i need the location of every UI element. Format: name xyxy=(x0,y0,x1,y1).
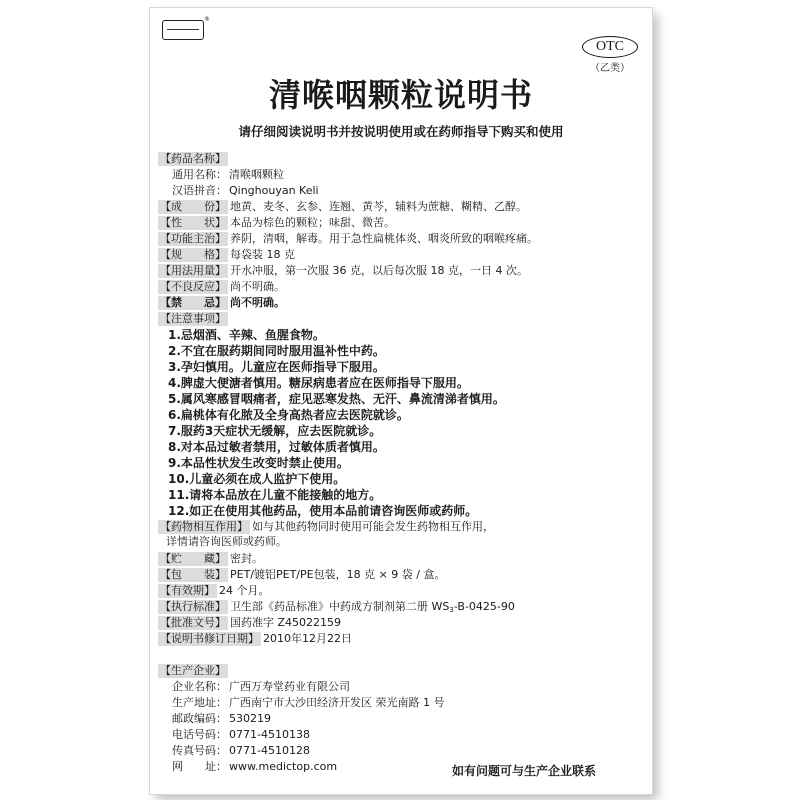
standard-row xyxy=(158,600,515,617)
manufacturer-field-label: 网 址： xyxy=(172,760,227,773)
field-label: 【功能主治】 xyxy=(160,232,226,245)
manufacturer-field-label: 电话号码： xyxy=(172,728,227,741)
field-label: 【性 状】 xyxy=(160,216,226,229)
field-value: 2010年12月22日 xyxy=(263,632,352,645)
field-value: 尚不明确。 xyxy=(230,296,285,309)
field-value: 国药准字 Z45022159 xyxy=(230,616,342,629)
field-row xyxy=(158,616,341,630)
pinyin-label: 汉语拼音： xyxy=(172,184,227,197)
precaution-item: 8.对本品过敏者禁用，过敏体质者慎用。 xyxy=(168,440,385,454)
registered-mark: ® xyxy=(204,16,210,23)
precaution-item: 1.忌烟酒、辛辣、鱼腥食物。 xyxy=(168,328,325,342)
precaution-item: 2.不宜在服药期间同时服用温补性中药。 xyxy=(168,344,385,358)
precaution-item: 3.孕妇慎用。儿童应在医师指导下服用。 xyxy=(168,360,385,374)
precaution-item: 4.脾虚大便溏者慎用。糖尿病患者应在医师指导下服用。 xyxy=(168,376,469,390)
common-name-row xyxy=(172,168,284,182)
manufacturer-field-value: 广西南宁市大沙田经济开发区 荣光南路 1 号 xyxy=(229,696,445,709)
field-value: 每袋装 18 克 xyxy=(230,248,295,261)
interaction-row xyxy=(158,520,494,534)
otc-category: （乙类） xyxy=(590,63,630,74)
precaution-item: 12.如正在使用其他药品，使用本品前请咨询医师或药师。 xyxy=(168,504,478,518)
logo-mark xyxy=(167,29,199,36)
field-label: 【批准文号】 xyxy=(160,616,226,629)
standard-subscript: 3 xyxy=(449,606,454,614)
manufacturer-field-value: 530219 xyxy=(229,712,271,725)
manufacturer-field-label: 生产地址： xyxy=(172,696,227,709)
field-row xyxy=(158,248,295,262)
standard-value xyxy=(230,600,515,617)
field-label: 【包 装】 xyxy=(160,568,226,581)
field-label: 【不良反应】 xyxy=(160,280,226,293)
page-subtitle: 请仔细阅读说明书并按说明使用或在药师指导下购买和使用 xyxy=(238,124,564,139)
field-value: 养阴，清咽，解毒。用于急性扁桃体炎、咽炎所致的咽喉疼痛。 xyxy=(230,232,538,245)
interaction-label: 【药物相互作用】 xyxy=(160,520,248,533)
field-label: 【成 份】 xyxy=(160,200,226,213)
field-row xyxy=(158,584,270,598)
contact-note: 如有问题可与生产企业联系 xyxy=(452,764,597,778)
field-value: PET/镀铝PET/PE包装，18 克 × 9 袋 / 盒。 xyxy=(230,568,446,581)
field-row xyxy=(158,296,285,310)
manufacturer-row xyxy=(172,696,445,710)
field-value: 24 个月。 xyxy=(219,584,270,597)
manufacturer-row xyxy=(172,712,271,726)
field-value: 本品为棕色的颗粒；味甜、微苦。 xyxy=(230,216,395,229)
interaction-value-line2: 详情请咨询医师或药师。 xyxy=(166,535,287,548)
field-value: 密封。 xyxy=(230,552,263,565)
precaution-item: 11.请将本品放在儿童不能接触的地方。 xyxy=(168,488,382,502)
precaution-item: 7.服药3天症状无缓解，应去医院就诊。 xyxy=(168,424,382,438)
field-row xyxy=(158,264,528,278)
manufacturer-row xyxy=(172,760,337,774)
manufacturer-field-value: 0771-4510128 xyxy=(229,744,310,757)
precaution-item: 6.扁桃体有化脓及全身高热者应去医院就诊。 xyxy=(168,408,409,422)
field-label: 【贮 藏】 xyxy=(160,552,226,565)
standard-code: -B-0425-90 xyxy=(453,600,515,613)
field-row xyxy=(158,552,263,566)
field-label: 【禁 忌】 xyxy=(160,296,226,309)
drug-name-heading xyxy=(158,152,228,166)
brand-logo xyxy=(162,16,210,40)
field-value: 地黄、麦冬、玄参、连翘、黄芩，辅料为蔗糖、糊精、乙醇。 xyxy=(230,200,527,213)
manufacturer-row xyxy=(172,728,310,742)
common-name-value: 清喉咽颗粒 xyxy=(229,168,284,181)
field-row xyxy=(158,216,395,230)
precaution-item: 9.本品性状发生改变时禁止使用。 xyxy=(168,456,349,470)
page-title: 清喉咽颗粒说明书 xyxy=(268,76,533,114)
manufacturer-label: 【生产企业】 xyxy=(160,664,226,677)
common-name-label: 通用名称： xyxy=(172,168,227,181)
interaction-value-line1: 如与其他药物同时使用可能会发生药物相互作用， xyxy=(252,520,494,533)
precaution-item: 10.儿童必须在成人监护下使用。 xyxy=(168,472,346,486)
otc-label: OTC xyxy=(582,36,638,58)
precautions-heading xyxy=(158,312,228,326)
precaution-item: 5.属风寒感冒咽痛者，症见恶寒发热、无汗、鼻流清涕者慎用。 xyxy=(168,392,505,406)
manufacturer-field-label: 传真号码： xyxy=(172,744,227,757)
pinyin-value: Qinghouyan Keli xyxy=(229,184,319,197)
manufacturer-row xyxy=(172,744,310,758)
field-row xyxy=(158,280,285,294)
standard-label: 【执行标准】 xyxy=(160,600,226,613)
pinyin-row xyxy=(172,184,319,198)
field-row xyxy=(158,232,538,246)
manufacturer-field-value: 广西万寿堂药业有限公司 xyxy=(229,680,350,693)
interaction-row-continued xyxy=(166,535,287,549)
field-row xyxy=(158,568,446,582)
drug-name-label: 【药品名称】 xyxy=(160,152,226,165)
field-value: 尚不明确。 xyxy=(230,280,285,293)
otc-badge xyxy=(582,36,638,74)
field-label: 【用法用量】 xyxy=(160,264,226,277)
manufacturer-field-label: 企业名称： xyxy=(172,680,227,693)
precautions-label: 【注意事项】 xyxy=(160,312,226,325)
field-value: 开水冲服，第一次服 36 克，以后每次服 18 克，一日 4 次。 xyxy=(230,264,528,277)
manufacturer-field-label: 邮政编码： xyxy=(172,712,227,725)
field-row xyxy=(158,200,527,214)
manufacturer-heading xyxy=(158,664,228,678)
field-label: 【有效期】 xyxy=(160,584,215,597)
manufacturer-row xyxy=(172,680,350,694)
manufacturer-field-value: 0771-4510138 xyxy=(229,728,310,741)
manufacturer-website: www.medictop.com xyxy=(229,760,338,773)
field-row xyxy=(158,632,352,646)
field-label: 【说明书修订日期】 xyxy=(160,632,259,645)
standard-text: 卫生部《药品标准》中药成方制剂第二册 WS xyxy=(230,600,450,613)
field-label: 【规 格】 xyxy=(160,248,226,261)
